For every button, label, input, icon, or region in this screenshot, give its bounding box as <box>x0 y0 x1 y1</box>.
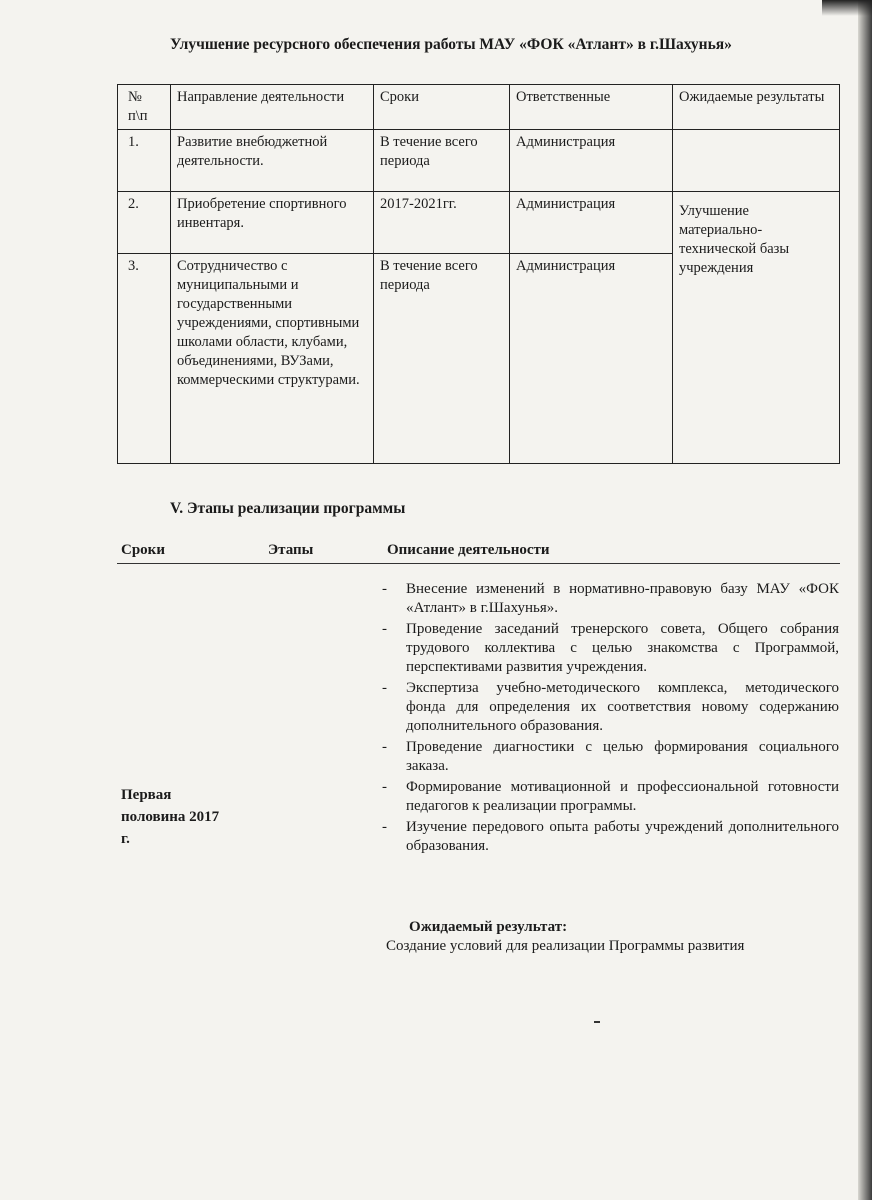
stages-header-description: Описание деятельности <box>387 542 550 558</box>
scan-corner-shadow <box>822 0 872 16</box>
list-item: - Внесение изменений в нормативно-правовую базу МАУ «ФОК «Атлант» в г.Шахунья». <box>374 580 839 618</box>
expected-result-title: Ожидаемый результат: <box>409 919 568 935</box>
header-responsible: Ответственные <box>510 85 673 130</box>
expected-result-text: Создание условий для реализации Программы развития <box>386 938 745 954</box>
row-responsible: Администрация <box>510 254 673 464</box>
stages-header-rule <box>117 563 840 564</box>
header-direction: Направление деятельности <box>171 85 374 130</box>
list-item: - Формирование мотивационной и профессиональной готовности педагогов к реализации программы. <box>374 778 839 816</box>
stages-header-period: Сроки <box>121 542 165 558</box>
list-item: - Проведение диагностики с целью формирования социального заказа. <box>374 738 839 776</box>
row-period: 2017-2021гг. <box>374 192 510 254</box>
list-item: - Изучение передового опыта работы учреждений дополнительного образования. <box>374 818 839 856</box>
stage-period-label: Первая половина 2017 г. <box>121 787 220 847</box>
stages-section-title: V. Этапы реализации программы <box>170 500 406 517</box>
row-responsible: Администрация <box>510 192 673 254</box>
header-number: № п\п <box>118 85 171 130</box>
row-responsible: Администрация <box>510 130 673 192</box>
scan-mark <box>594 1021 600 1023</box>
stages-header-stages: Этапы <box>268 542 314 558</box>
page-title: Улучшение ресурсного обеспечения работы МАУ «ФОК «Атлант» в г.Шахунья» <box>170 36 732 53</box>
table-row <box>118 192 840 254</box>
resource-plan-table <box>117 84 840 464</box>
row-direction: Приобретение спортивного инвентаря. <box>171 192 374 254</box>
header-period: Сроки <box>374 85 510 130</box>
scan-edge-shadow <box>858 0 872 1200</box>
row-number: 3. <box>118 254 171 464</box>
list-item: - Проведение заседаний тренерского совета, Общего собрания трудового коллектива с целью знакомства с Программой, перспективами развития учреждения. <box>374 620 839 677</box>
row-number: 1. <box>118 130 171 192</box>
row-expected-empty <box>673 130 840 192</box>
table-row <box>118 130 840 192</box>
row-direction: Сотрудничество с муниципальными и государственными учреждениями, спортивными школами области, клубами, объединениями, ВУЗами, коммерческими структурами. <box>171 254 374 464</box>
row-period: В течение всего периода <box>374 130 510 192</box>
row-period: В течение всего периода <box>374 254 510 464</box>
header-expected: Ожидаемые результаты <box>673 85 840 130</box>
row-expected-result: Улучшение материально-технической базы учреждения <box>673 192 840 464</box>
row-number: 2. <box>118 192 171 254</box>
list-item: - Экспертиза учебно-методического комплекса, методического фонда для определения их соответствия новому содержанию дополнительного образования. <box>374 679 839 736</box>
row-direction: Развитие внебюджетной деятельности. <box>171 130 374 192</box>
table-header-row <box>118 85 840 130</box>
stage-activity-list <box>374 580 839 858</box>
